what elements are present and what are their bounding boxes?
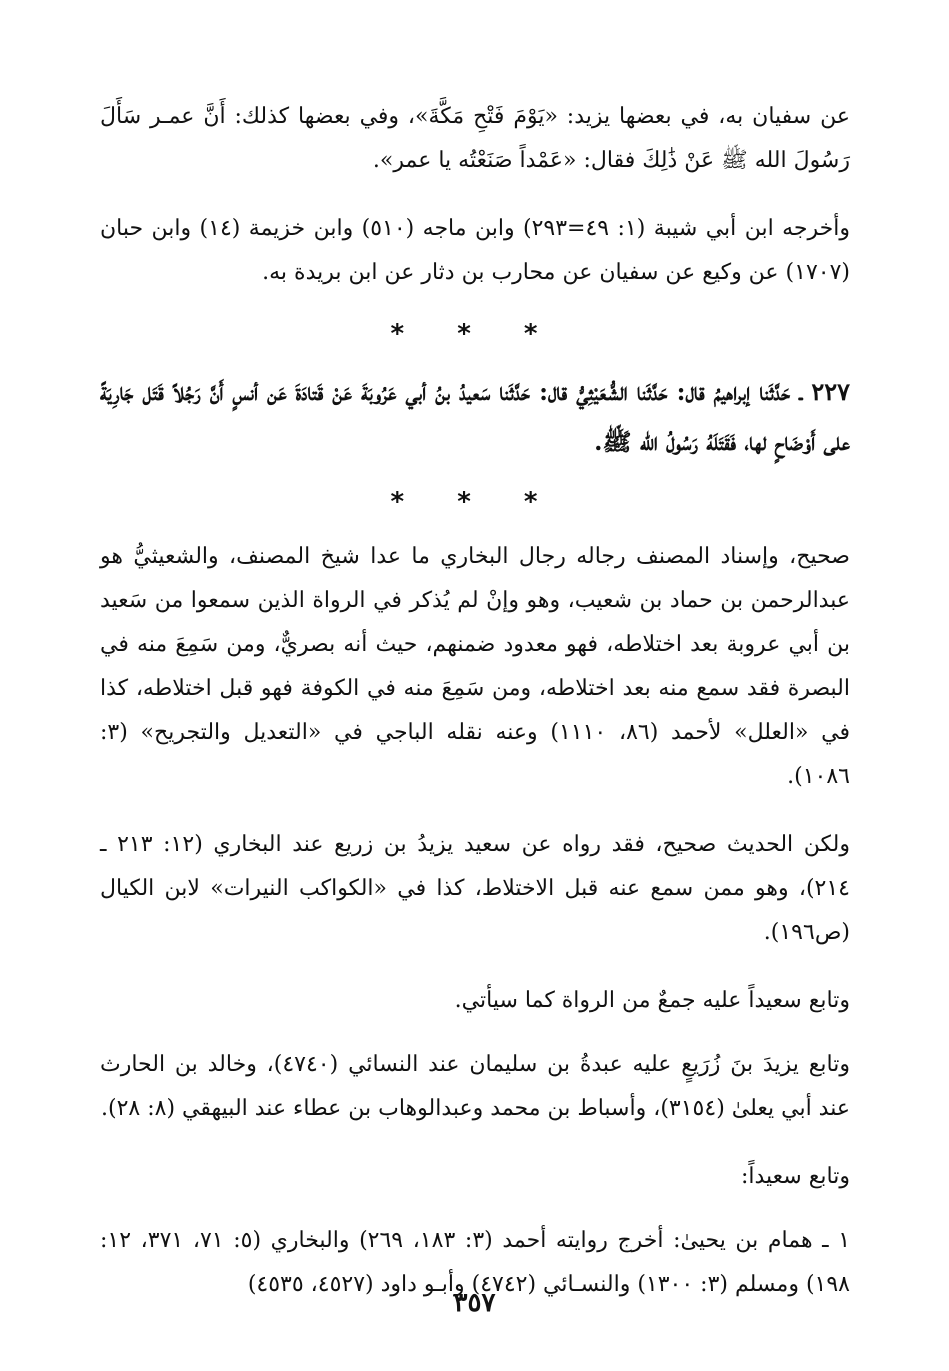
paragraph-commentary-5: وتابع سعيداً:: [740, 1164, 850, 1189]
paragraph-commentary-6: ١ ـ همام بن يحيىٰ: أخرج روايته أحمد (٣: ١٨٣، ٢٦٩) والبخاري (٥: ٧١، ٣٧١، ١٢: ١٩٨) ومسلم (٣: ١٣٠٠) والنسـائي (٤٧٤٢) وأبـو داود (٤٥٢٧، ٤٥٣٥): [100, 1228, 851, 1297]
paragraph-commentary-3: وتابع سعيداً عليه جمعٌ من الرواة كما سيأتي.: [454, 988, 850, 1013]
section-divider-stars-2: * * *: [390, 487, 560, 517]
hadith-text: ٢٢٧ ـ حَدَّثَنا إبراهيمُ قال: حَدَّثَنا الشُّعَيْثِيُّ قال: حَدَّثَنا سَعيدُ بنُ أبي عَرُوبَةَ عَنْ قَتادَةَ عَن أنسٍ أَنَّ رَجُلاً قَتَل جَارِيَةً على أَوْضَاحٍ لها، فَقَتَلَهُ رَسُولُ الله ﷺ.: [100, 377, 850, 456]
page-body: [100, 95, 850, 1331]
paragraph-2: وأخرجه ابن أبي شيبة (١: ٤٩=٢٩٣) وابن ماجه (٥١٠) وابن خزيمة (١٤) وابن حبان (١٧٠٧) عن وكيع عن سفيان عن محارب بن دثار عن ابن بريدة به.: [100, 216, 850, 285]
paragraph-commentary-4: وتابع يزيدَ بنَ زُرَيعٍ عليه عبدةُ بن سليمان عند النسائي (٤٧٤٠)، وخالد بن الحارث عند أبي يعلىٰ (٣١٥٤)، وأسباط بن محمد وعبدالوهاب بن عطاء عند البيهقي (٨: ٢٨).: [100, 1052, 850, 1121]
page-number: ٣٥٧: [453, 1288, 496, 1318]
section-divider-stars: * * *: [390, 319, 560, 349]
paragraph-commentary-2: ولكن الحديث صحيح، فقد رواه عن سعيد يزيدُ بن زريع عند البخاري (١٢: ٢١٣ ـ ٢١٤)، وهو ممن سمع عنه قبل الاختلاط، كذا في «الكواكب النيرات» لابن الكيال (ص١٩٦).: [100, 832, 850, 945]
paragraph-commentary-1: صحيح، وإسناد المصنف رجاله رجال البخاري ما عدا شيخ المصنف، والشعيثيُّ هو عبدالرحمن بن حماد بن شعيب، وهو وإنْ لم يُذكر في الرواة الذين سمعوا من سَعيد بن أبي عروبة بعد اختلاطه، فهو معدود ضمنهم، حيث أنه بصريٌّ، ومن سَمِعَ منه في البصرة فقد سمع منه بعد اختلاطه، ومن سَمِعَ منه في الكوفة فهو قبل اختلاطه، كذا في «العلل» لأحمد (٨٦، ١١١٠) وعنه نقله الباجي في «التعديل والتجريح» (٣: ١٠٨٦).: [100, 544, 850, 789]
paragraph-1: عن سفيان به، في بعضها يزيد: «يَوْمَ فَتْحِ مَكَّةَ»، وفي بعضها كذلك: أَنَّ عمـر سَأَلَ رَسُولَ الله ﷺ عَنْ ذَٰلِكَ فقال: «عَمْداً صَنَعْتُه يا عمر».: [100, 104, 850, 173]
